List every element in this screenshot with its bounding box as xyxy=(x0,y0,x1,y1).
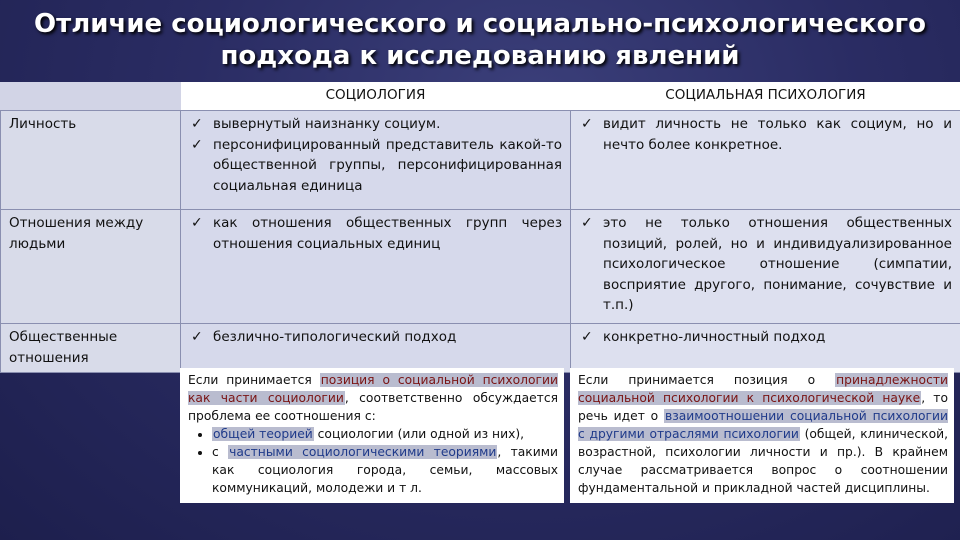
cell-sociology xyxy=(181,210,571,324)
cell-sociology xyxy=(181,324,571,373)
list-item xyxy=(212,425,558,443)
row-label-personality: Личность xyxy=(1,111,181,210)
note-text: Если принимается xyxy=(188,373,320,387)
check-item: ✓ вывернутый наизнанку социум. xyxy=(213,114,562,135)
note-text: , такими как социология города, семьи, массовых коммуникаций, молодежи и т л. xyxy=(212,445,558,495)
slide-title-line-1: Отличие социологического и социально-психологического xyxy=(34,9,926,39)
check-item: ✓ видит личность не только как социум, но и нечто более конкретное. xyxy=(603,114,952,155)
note-text: социологии (или одной из них), xyxy=(313,427,525,441)
note-text: , соответственно обсуждается проблема ее соотношения с: xyxy=(188,391,558,423)
check-item: ✓ как отношения общественных групп через отношения социальных единиц xyxy=(213,213,562,254)
note-text: Если принимается позиция о xyxy=(578,373,836,387)
table-header-row xyxy=(1,82,960,111)
slide-title-line-2: подхода к исследованию явлений xyxy=(220,41,740,71)
row-label-relations: Отношения между людьми xyxy=(1,210,181,324)
note-social-psychology xyxy=(570,368,954,503)
header-blank-cell xyxy=(1,82,181,111)
cell-social-psychology xyxy=(571,111,960,210)
highlight-text: частными социологическими теориями xyxy=(229,445,497,459)
highlight-text: принадлежности социальной психологии к психологической науке xyxy=(578,373,948,405)
header-social-psychology: СОЦИАЛЬНАЯ ПСИХОЛОГИЯ xyxy=(571,82,960,111)
note-text: с xyxy=(212,445,229,459)
note-text: , то речь идет о xyxy=(578,391,948,423)
check-item: ✓ это не только отношения общественных позиций, ролей, но и индивидуализированное психологическое отношение (симпатии, восприятие другого, понимание, сочувствие и т.п.) xyxy=(603,213,952,316)
highlight-text: взаимоотношении социальной психологии с другими отраслями психологии xyxy=(578,409,948,441)
table-row xyxy=(1,210,960,324)
check-item: ✓ конкретно-личностный подход xyxy=(603,327,952,348)
list-item xyxy=(212,443,558,497)
highlight-text: общей теорией xyxy=(213,427,313,441)
slide-title xyxy=(0,8,960,72)
cell-social-psychology xyxy=(571,324,960,373)
table-row xyxy=(1,324,960,373)
comparison-table xyxy=(0,82,960,373)
cell-social-psychology xyxy=(571,210,960,324)
table-row xyxy=(1,111,960,210)
check-item: ✓ персонифицированный представитель какой-то общественной группы, персонифицированная социальная единица xyxy=(213,135,562,197)
cell-sociology xyxy=(181,111,571,210)
check-item: ✓ безлично-типологический подход xyxy=(213,327,562,348)
note-sociology xyxy=(180,368,564,503)
note-list xyxy=(188,425,558,497)
row-label-social-relations: Общественные отношения xyxy=(1,324,181,373)
header-sociology: СОЦИОЛОГИЯ xyxy=(181,82,571,111)
highlight-text: позиция о социальной психологии как части социологии xyxy=(188,373,558,405)
note-text: (общей, клинической, возрастной, психологии личности и пр.). В крайнем случае рассматривается вопрос о соотношении фундаментальной и прикладной частей дисциплины. xyxy=(578,427,948,495)
